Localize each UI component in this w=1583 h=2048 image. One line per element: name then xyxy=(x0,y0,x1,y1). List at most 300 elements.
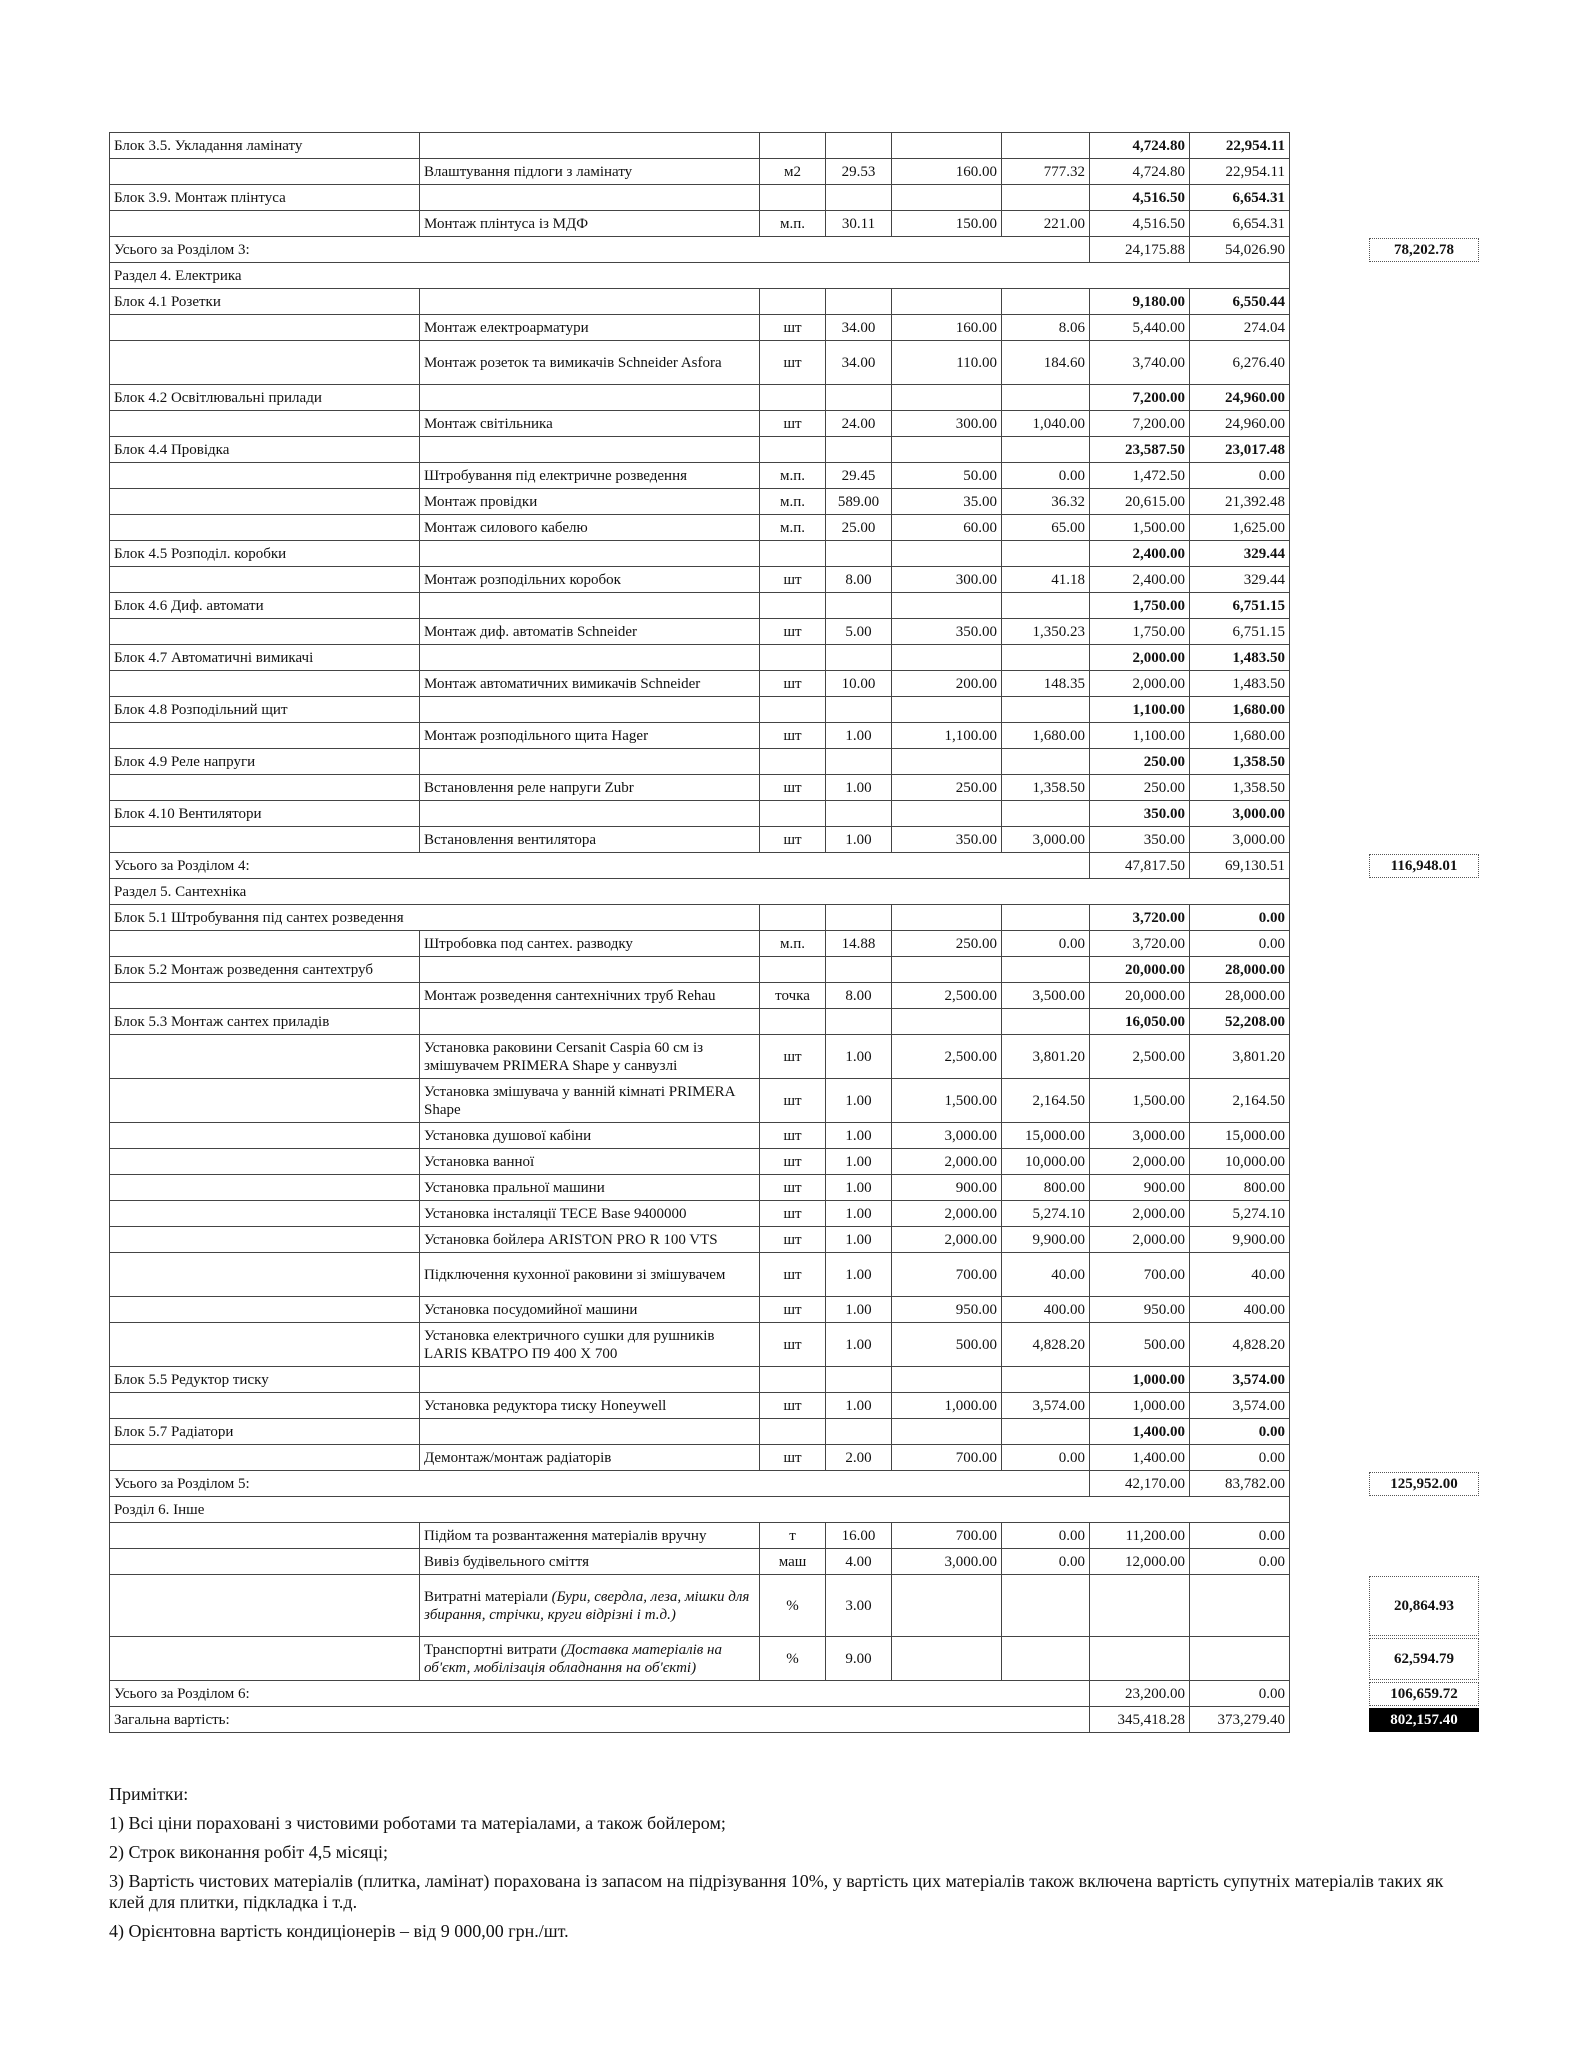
unit: шт xyxy=(760,1297,826,1323)
empty-cell xyxy=(110,775,420,801)
block-name: Блок 4.1 Розетки xyxy=(110,289,420,315)
price-work: 350.00 xyxy=(892,827,1002,853)
price-material: 0.00 xyxy=(1002,463,1090,489)
price-material: 3,000.00 xyxy=(1002,827,1090,853)
quantity: 34.00 xyxy=(826,315,892,341)
empty-cell xyxy=(760,697,826,723)
empty-cell xyxy=(110,1297,420,1323)
work-name: Монтаж розподільних коробок xyxy=(420,567,760,593)
quantity: 1.00 xyxy=(826,827,892,853)
empty-cell xyxy=(1002,289,1090,315)
subtotal-label: Усього за Розділом 6: xyxy=(110,1681,1090,1707)
price-work: 200.00 xyxy=(892,671,1002,697)
section-row xyxy=(110,1497,1290,1523)
price-work: 1,100.00 xyxy=(892,723,1002,749)
work-name: Встановлення вентилятора xyxy=(420,827,760,853)
price-material: 1,040.00 xyxy=(1002,411,1090,437)
subtotal-materials: 54,026.90 xyxy=(1190,237,1290,263)
block-name: Блок 5.1 Штробування під сантех розведення xyxy=(110,905,760,931)
empty-cell xyxy=(760,1009,826,1035)
price-material: 0.00 xyxy=(1002,1549,1090,1575)
block-total-works: 350.00 xyxy=(1090,801,1190,827)
total-works: 1,750.00 xyxy=(1090,619,1190,645)
empty-cell xyxy=(110,411,420,437)
empty-cell xyxy=(826,801,892,827)
block-total-materials: 1,483.50 xyxy=(1190,645,1290,671)
subtotal-materials: 373,279.40 xyxy=(1190,1707,1290,1733)
work-name: Установка електричного сушки для рушників LARIS КВАТРО П9 400 Х 700 xyxy=(420,1323,760,1367)
empty-cell xyxy=(110,315,420,341)
price-work: 1,500.00 xyxy=(892,1079,1002,1123)
block-total-materials: 23,017.48 xyxy=(1190,437,1290,463)
unit: м.п. xyxy=(760,489,826,515)
block-name: Блок 4.4 Провідка xyxy=(110,437,420,463)
total-materials: 0.00 xyxy=(1190,1445,1290,1471)
total-materials: 4,828.20 xyxy=(1190,1323,1290,1367)
empty-cell xyxy=(420,749,760,775)
section-grand-total: 116,948.01 xyxy=(1369,854,1479,878)
price-work: 60.00 xyxy=(892,515,1002,541)
empty-cell xyxy=(420,1419,760,1445)
block-total-materials: 3,574.00 xyxy=(1190,1367,1290,1393)
block-total-materials: 24,960.00 xyxy=(1190,385,1290,411)
item-row xyxy=(110,619,1290,645)
block-total-materials: 1,680.00 xyxy=(1190,697,1290,723)
price-work: 700.00 xyxy=(892,1523,1002,1549)
total-materials: 3,801.20 xyxy=(1190,1035,1290,1079)
block-name: Блок 3.5. Укладання ламінату xyxy=(110,133,420,159)
item-row xyxy=(110,567,1290,593)
price-work: 300.00 xyxy=(892,411,1002,437)
empty-cell xyxy=(110,1149,420,1175)
unit: м.п. xyxy=(760,515,826,541)
work-name: Монтаж електроарматури xyxy=(420,315,760,341)
empty-cell xyxy=(110,671,420,697)
item-row xyxy=(110,671,1290,697)
price-work: 2,500.00 xyxy=(892,1035,1002,1079)
work-name-text: Витратні матеріали xyxy=(424,1588,548,1605)
quantity: 1.00 xyxy=(826,1253,892,1297)
unit: шт xyxy=(760,1201,826,1227)
unit: шт xyxy=(760,411,826,437)
section-title: Розділ 6. Інше xyxy=(110,1497,1290,1523)
block-total-works: 1,400.00 xyxy=(1090,1419,1190,1445)
empty-cell xyxy=(110,567,420,593)
total-materials: 9,900.00 xyxy=(1190,1227,1290,1253)
block-name: Блок 4.7 Автоматичні вимикачі xyxy=(110,645,420,671)
empty-cell xyxy=(1002,133,1090,159)
total-works: 2,500.00 xyxy=(1090,1035,1190,1079)
unit: шт xyxy=(760,1123,826,1149)
work-note: (Доставка матеріалів на об'єкт, мобілізація обладнання на об'єкті) xyxy=(424,1641,722,1676)
empty-cell xyxy=(892,801,1002,827)
empty-cell xyxy=(110,1079,420,1123)
empty-cell xyxy=(110,1201,420,1227)
item-row xyxy=(110,1175,1290,1201)
empty-cell xyxy=(110,463,420,489)
total-works: 950.00 xyxy=(1090,1297,1190,1323)
estimate-table xyxy=(109,132,1290,1733)
empty-cell xyxy=(110,1227,420,1253)
block-row xyxy=(110,593,1290,619)
work-name: Установка душової кабіни xyxy=(420,1123,760,1149)
work-name: Штробування під електричне розведення xyxy=(420,463,760,489)
price-material: 1,350.23 xyxy=(1002,619,1090,645)
empty-cell xyxy=(1002,645,1090,671)
empty-cell xyxy=(760,593,826,619)
total-materials: 1,680.00 xyxy=(1190,723,1290,749)
price-material: 10,000.00 xyxy=(1002,1149,1090,1175)
item-row xyxy=(110,1253,1290,1297)
block-name: Блок 5.7 Радіатори xyxy=(110,1419,420,1445)
subtotal-materials: 83,782.00 xyxy=(1190,1471,1290,1497)
empty-cell xyxy=(110,1549,420,1575)
empty-cell xyxy=(420,593,760,619)
item-row xyxy=(110,1297,1290,1323)
total-materials: 800.00 xyxy=(1190,1175,1290,1201)
work-note: (Бури, свердла, леза, мішки для збирання, стрічки, круги відрізні і т.д.) xyxy=(424,1588,750,1623)
empty-cell xyxy=(760,289,826,315)
item-row xyxy=(110,411,1290,437)
empty-cell xyxy=(1002,957,1090,983)
block-name: Блок 5.3 Монтаж сантех приладів xyxy=(110,1009,420,1035)
quantity: 1.00 xyxy=(826,1323,892,1367)
empty-cell xyxy=(110,619,420,645)
total-works: 350.00 xyxy=(1090,827,1190,853)
empty-cell xyxy=(110,1175,420,1201)
total-works: 1,472.50 xyxy=(1090,463,1190,489)
empty-cell xyxy=(826,385,892,411)
quantity: 1.00 xyxy=(826,1297,892,1323)
block-name: Блок 5.2 Монтаж розведення сантехтруб xyxy=(110,957,420,983)
block-name: Блок 4.6 Диф. автомати xyxy=(110,593,420,619)
quantity: 30.11 xyxy=(826,211,892,237)
block-row xyxy=(110,1367,1290,1393)
price-work: 160.00 xyxy=(892,315,1002,341)
total-works: 1,500.00 xyxy=(1090,1079,1190,1123)
empty-cell xyxy=(110,1523,420,1549)
price-work: 350.00 xyxy=(892,619,1002,645)
empty-cell xyxy=(826,697,892,723)
total-works: 900.00 xyxy=(1090,1175,1190,1201)
block-total-materials: 0.00 xyxy=(1190,1419,1290,1445)
work-name: Установка раковини Cersanit Caspia 60 см із змішувачем PRIMERA Shape у санвузлі xyxy=(420,1035,760,1079)
empty-cell xyxy=(110,1123,420,1149)
unit: шт xyxy=(760,1175,826,1201)
work-name-text: Транспортні витрати xyxy=(424,1641,557,1658)
note-item: 4) Орієнтовна вартість кондиціонерів – від 9 000,00 грн./шт. xyxy=(109,1921,569,1941)
quantity: 1.00 xyxy=(826,1393,892,1419)
subtotal-works: 345,418.28 xyxy=(1090,1707,1190,1733)
empty-cell xyxy=(760,749,826,775)
quantity: 3.00 xyxy=(826,1575,892,1637)
empty-cell xyxy=(892,133,1002,159)
work-name: Монтаж світільника xyxy=(420,411,760,437)
unit: шт xyxy=(760,1323,826,1367)
block-row xyxy=(110,541,1290,567)
total-materials: 15,000.00 xyxy=(1190,1123,1290,1149)
block-name: Блок 4.2 Освітлювальні прилади xyxy=(110,385,420,411)
price-work: 500.00 xyxy=(892,1323,1002,1367)
block-total-works: 1,100.00 xyxy=(1090,697,1190,723)
item-row xyxy=(110,1149,1290,1175)
empty-cell xyxy=(1002,1419,1090,1445)
total-materials: 22,954.11 xyxy=(1190,159,1290,185)
item-row xyxy=(110,1523,1290,1549)
empty-cell xyxy=(826,593,892,619)
work-name: Монтаж провідки xyxy=(420,489,760,515)
subtotal-row xyxy=(110,237,1290,263)
quantity: 1.00 xyxy=(826,1123,892,1149)
notes-heading: Примітки: xyxy=(109,1784,189,1804)
item-row xyxy=(110,1123,1290,1149)
total-works: 3,000.00 xyxy=(1090,1123,1190,1149)
total-materials: 0.00 xyxy=(1190,1549,1290,1575)
empty-cell xyxy=(826,289,892,315)
empty-cell xyxy=(1002,801,1090,827)
subtotal-row xyxy=(110,1471,1290,1497)
empty-cell xyxy=(826,1367,892,1393)
block-name: Блок 3.9. Монтаж плінтуса xyxy=(110,185,420,211)
empty-cell xyxy=(110,1035,420,1079)
unit: шт xyxy=(760,1227,826,1253)
unit: м.п. xyxy=(760,463,826,489)
unit: маш xyxy=(760,1549,826,1575)
block-total-works: 1,750.00 xyxy=(1090,593,1190,619)
empty-cell xyxy=(110,1323,420,1367)
total-materials: 3,000.00 xyxy=(1190,827,1290,853)
block-row xyxy=(110,749,1290,775)
quantity: 1.00 xyxy=(826,1079,892,1123)
section-grand-total: 62,594.79 xyxy=(1369,1638,1479,1680)
block-total-materials: 329.44 xyxy=(1190,541,1290,567)
note-item: 3) Вартість чистових матеріалів (плитка, ламінат) порахована із запасом на підрізування 10%, у вартість цих матеріалів також включена вартість супутніх матеріалів таких як клей для плитки, підкладка і т.д. xyxy=(109,1871,1444,1912)
price-material xyxy=(1002,1637,1090,1681)
work-name: Установка редуктора тиску Honeywell xyxy=(420,1393,760,1419)
block-row xyxy=(110,801,1290,827)
price-material: 148.35 xyxy=(1002,671,1090,697)
unit: шт xyxy=(760,827,826,853)
empty-cell xyxy=(826,645,892,671)
quantity: 16.00 xyxy=(826,1523,892,1549)
block-row xyxy=(110,1009,1290,1035)
empty-cell xyxy=(110,983,420,1009)
unit: шт xyxy=(760,567,826,593)
item-row xyxy=(110,723,1290,749)
empty-cell xyxy=(420,1367,760,1393)
item-row xyxy=(110,1323,1290,1367)
unit: шт xyxy=(760,1253,826,1297)
subtotal-works: 42,170.00 xyxy=(1090,1471,1190,1497)
work-name: Установка бойлера ARISTON PRO R 100 VTS xyxy=(420,1227,760,1253)
unit: м.п. xyxy=(760,211,826,237)
work-name: Установка інсталяції TECE Base 9400000 xyxy=(420,1201,760,1227)
price-material: 777.32 xyxy=(1002,159,1090,185)
empty-cell xyxy=(892,593,1002,619)
block-name: Блок 4.5 Розподіл. коробки xyxy=(110,541,420,567)
empty-cell xyxy=(420,645,760,671)
empty-cell xyxy=(1002,1367,1090,1393)
price-material: 15,000.00 xyxy=(1002,1123,1090,1149)
total-works: 1,000.00 xyxy=(1090,1393,1190,1419)
quantity: 1.00 xyxy=(826,1175,892,1201)
item-row xyxy=(110,1549,1290,1575)
price-material: 41.18 xyxy=(1002,567,1090,593)
empty-cell xyxy=(826,541,892,567)
price-material: 800.00 xyxy=(1002,1175,1090,1201)
price-material: 65.00 xyxy=(1002,515,1090,541)
total-works: 7,200.00 xyxy=(1090,411,1190,437)
quantity: 4.00 xyxy=(826,1549,892,1575)
price-work: 700.00 xyxy=(892,1445,1002,1471)
total-materials: 21,392.48 xyxy=(1190,489,1290,515)
work-name: Підйом та розвантаження матеріалів вручну xyxy=(420,1523,760,1549)
section-grand-total: 802,157.40 xyxy=(1369,1708,1479,1732)
unit: шт xyxy=(760,1445,826,1471)
empty-cell xyxy=(892,289,1002,315)
price-work: 700.00 xyxy=(892,1253,1002,1297)
total-materials: 329.44 xyxy=(1190,567,1290,593)
work-name: Монтаж автоматичних вимикачів Schneider xyxy=(420,671,760,697)
total-works: 2,000.00 xyxy=(1090,1227,1190,1253)
section-grand-total: 78,202.78 xyxy=(1369,238,1479,262)
total-works: 4,516.50 xyxy=(1090,211,1190,237)
empty-cell xyxy=(420,437,760,463)
empty-cell xyxy=(760,385,826,411)
empty-cell xyxy=(760,801,826,827)
price-work: 250.00 xyxy=(892,775,1002,801)
work-name: Монтаж розподільного щита Hager xyxy=(420,723,760,749)
quantity: 1.00 xyxy=(826,723,892,749)
work-name: Установка ванної xyxy=(420,1149,760,1175)
price-material: 3,574.00 xyxy=(1002,1393,1090,1419)
item-row xyxy=(110,211,1290,237)
block-total-works: 7,200.00 xyxy=(1090,385,1190,411)
block-total-works: 3,720.00 xyxy=(1090,905,1190,931)
price-material: 2,164.50 xyxy=(1002,1079,1090,1123)
empty-cell xyxy=(110,827,420,853)
total-materials: 40.00 xyxy=(1190,1253,1290,1297)
block-row xyxy=(110,437,1290,463)
total-works: 1,100.00 xyxy=(1090,723,1190,749)
quantity: 8.00 xyxy=(826,983,892,1009)
block-total-materials: 52,208.00 xyxy=(1190,1009,1290,1035)
total-works: 1,400.00 xyxy=(1090,1445,1190,1471)
price-material: 5,274.10 xyxy=(1002,1201,1090,1227)
empty-cell xyxy=(110,159,420,185)
total-works: 1,500.00 xyxy=(1090,515,1190,541)
total-materials: 400.00 xyxy=(1190,1297,1290,1323)
item-row xyxy=(110,463,1290,489)
price-work: 110.00 xyxy=(892,341,1002,385)
empty-cell xyxy=(1002,905,1090,931)
empty-cell xyxy=(1002,749,1090,775)
subtotal-label: Загальна вартість: xyxy=(110,1707,1090,1733)
quantity: 1.00 xyxy=(826,1227,892,1253)
quantity: 589.00 xyxy=(826,489,892,515)
total-materials xyxy=(1190,1575,1290,1637)
subtotal-label: Усього за Розділом 5: xyxy=(110,1471,1090,1497)
section-grand-total: 125,952.00 xyxy=(1369,1472,1479,1496)
work-name: Монтаж розеток та вимикачів Schneider Asfora xyxy=(420,341,760,385)
empty-cell xyxy=(1002,1009,1090,1035)
unit: т xyxy=(760,1523,826,1549)
empty-cell xyxy=(420,385,760,411)
item-row xyxy=(110,489,1290,515)
quantity: 1.00 xyxy=(826,775,892,801)
empty-cell xyxy=(826,749,892,775)
total-works: 250.00 xyxy=(1090,775,1190,801)
total-works: 20,615.00 xyxy=(1090,489,1190,515)
price-material: 400.00 xyxy=(1002,1297,1090,1323)
total-works: 3,740.00 xyxy=(1090,341,1190,385)
item-row xyxy=(110,775,1290,801)
block-row xyxy=(110,957,1290,983)
price-work: 150.00 xyxy=(892,211,1002,237)
total-works: 2,000.00 xyxy=(1090,1149,1190,1175)
total-works: 5,440.00 xyxy=(1090,315,1190,341)
empty-cell xyxy=(110,1253,420,1297)
empty-cell xyxy=(110,1445,420,1471)
empty-cell xyxy=(826,437,892,463)
block-total-materials: 28,000.00 xyxy=(1190,957,1290,983)
block-total-works: 1,000.00 xyxy=(1090,1367,1190,1393)
quantity: 10.00 xyxy=(826,671,892,697)
work-name: Установка посудомийної машини xyxy=(420,1297,760,1323)
price-material: 0.00 xyxy=(1002,1523,1090,1549)
quantity: 9.00 xyxy=(826,1637,892,1681)
total-materials: 6,654.31 xyxy=(1190,211,1290,237)
work-name: Вивіз будівельного сміття xyxy=(420,1549,760,1575)
total-materials: 0.00 xyxy=(1190,931,1290,957)
item-row xyxy=(110,827,1290,853)
empty-cell xyxy=(892,385,1002,411)
total-materials: 28,000.00 xyxy=(1190,983,1290,1009)
total-materials: 274.04 xyxy=(1190,315,1290,341)
work-name: Установка пральної машини xyxy=(420,1175,760,1201)
total-materials: 1,483.50 xyxy=(1190,671,1290,697)
block-row xyxy=(110,385,1290,411)
note-item: 2) Строк виконання робіт 4,5 місяці; xyxy=(109,1842,389,1862)
empty-cell xyxy=(760,1419,826,1445)
work-name: Монтаж диф. автоматів Schneider xyxy=(420,619,760,645)
empty-cell xyxy=(110,515,420,541)
section-grand-total: 20,864.93 xyxy=(1369,1576,1479,1636)
price-work: 900.00 xyxy=(892,1175,1002,1201)
section-grand-total: 106,659.72 xyxy=(1369,1682,1479,1706)
block-total-materials: 6,654.31 xyxy=(1190,185,1290,211)
item-row xyxy=(110,1575,1290,1637)
block-total-works: 16,050.00 xyxy=(1090,1009,1190,1035)
block-total-works: 20,000.00 xyxy=(1090,957,1190,983)
block-total-materials: 1,358.50 xyxy=(1190,749,1290,775)
total-materials: 1,358.50 xyxy=(1190,775,1290,801)
item-row xyxy=(110,1637,1290,1681)
total-works xyxy=(1090,1575,1190,1637)
price-work xyxy=(892,1575,1002,1637)
grand-row xyxy=(110,1707,1290,1733)
empty-cell xyxy=(892,645,1002,671)
block-total-materials: 0.00 xyxy=(1190,905,1290,931)
empty-cell xyxy=(110,341,420,385)
price-material: 1,680.00 xyxy=(1002,723,1090,749)
empty-cell xyxy=(760,185,826,211)
price-work: 2,000.00 xyxy=(892,1201,1002,1227)
item-row xyxy=(110,1393,1290,1419)
block-name: Блок 4.10 Вентилятори xyxy=(110,801,420,827)
subtotal-label: Усього за Розділом 3: xyxy=(110,237,1090,263)
item-row xyxy=(110,1035,1290,1079)
